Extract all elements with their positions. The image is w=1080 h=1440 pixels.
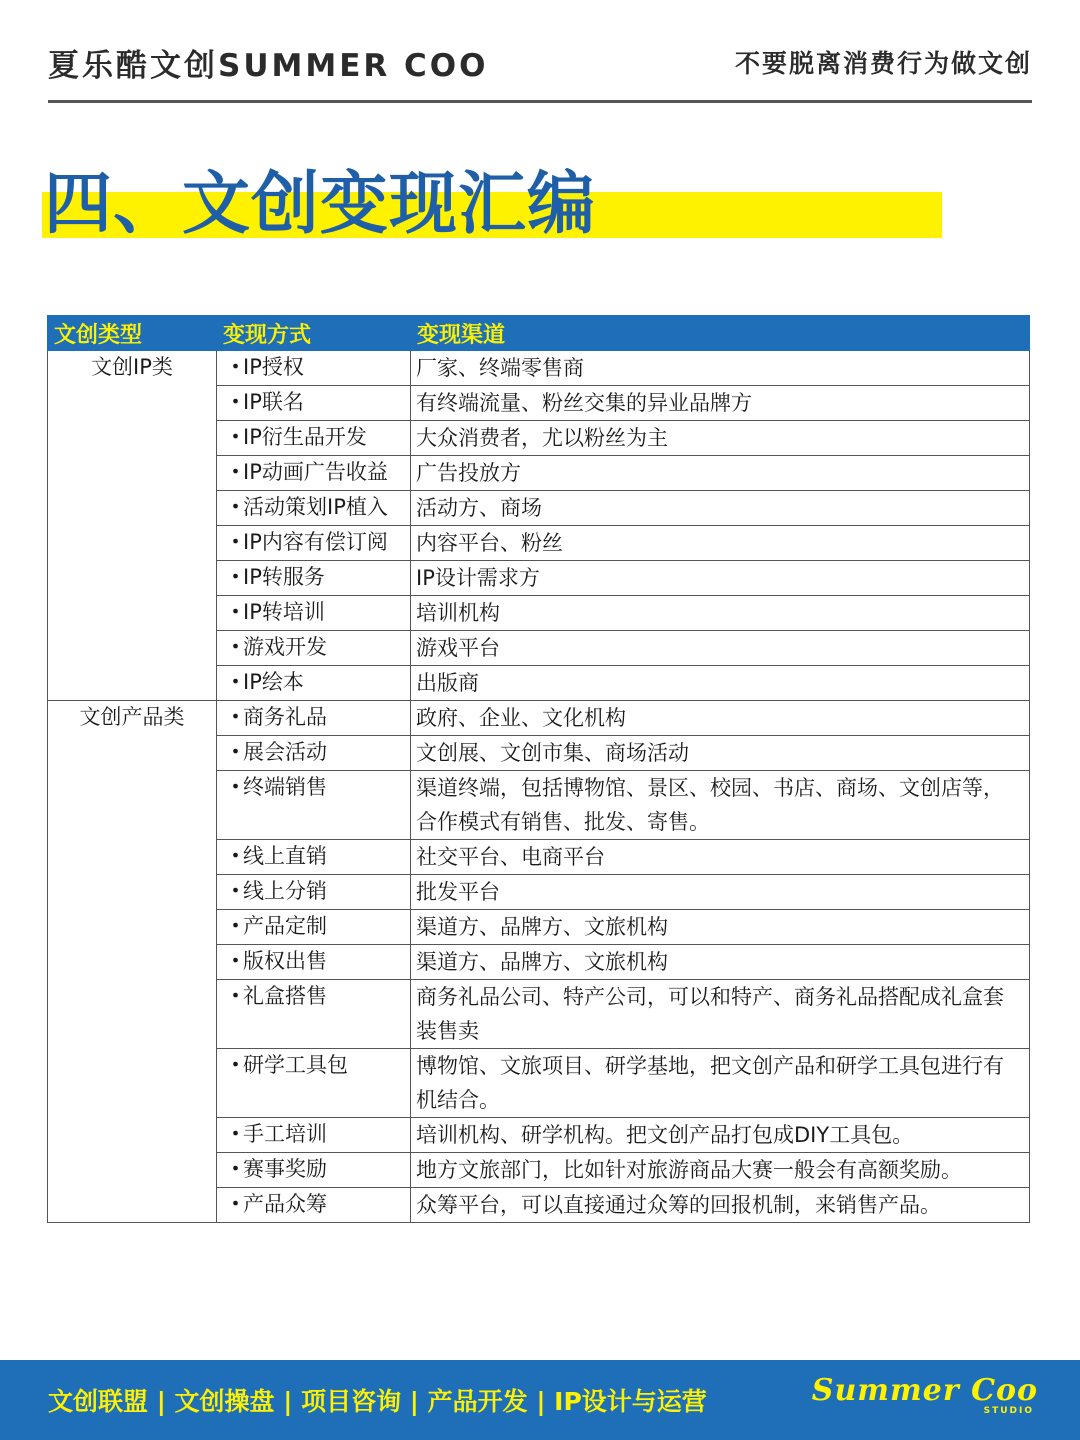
bullet-marker: ・	[225, 460, 246, 484]
method-cell	[217, 631, 411, 666]
header-divider	[48, 100, 1032, 103]
channel-cell: 活动方、商场	[411, 491, 1030, 526]
bullet-marker: ・	[225, 355, 246, 379]
channel-cell: 厂家、终端零售商	[411, 351, 1030, 386]
channel-cell: 游戏平台	[411, 631, 1030, 666]
bullet-marker: ・	[225, 670, 246, 694]
type-cell: 文创产品类	[48, 701, 217, 1223]
bullet-marker: ・	[225, 565, 246, 589]
method-cell	[217, 491, 411, 526]
method-label: 终端销售	[243, 775, 327, 799]
brand-logo-sub: STUDIO	[983, 1406, 1034, 1416]
method-cell	[217, 561, 411, 596]
method-cell	[217, 1118, 411, 1153]
channel-cell: 渠道方、品牌方、文旅机构	[411, 945, 1030, 980]
method-label: 赛事奖励	[243, 1157, 327, 1181]
table-row	[48, 701, 1030, 736]
method-cell	[217, 875, 411, 910]
table-body	[48, 351, 1030, 1223]
method-label: 活动策划IP植入	[243, 495, 388, 519]
header-slogan: 不要脱离消费行为做文创	[734, 49, 1032, 78]
method-cell	[217, 736, 411, 771]
method-label: IP绘本	[243, 670, 304, 694]
column-header-method: 变现方式	[217, 316, 411, 351]
method-label: 产品众筹	[243, 1192, 327, 1216]
method-cell	[217, 1153, 411, 1188]
bullet-marker: ・	[225, 705, 246, 729]
method-cell	[217, 1049, 411, 1118]
method-label: 展会活动	[243, 740, 327, 764]
bullet-marker: ・	[225, 425, 246, 449]
method-cell	[217, 840, 411, 875]
method-label: 商务礼品	[243, 705, 327, 729]
bullet-marker: ・	[225, 1157, 246, 1181]
bullet-marker: ・	[225, 1122, 246, 1146]
method-label: IP动画广告收益	[243, 460, 388, 484]
bullet-marker: ・	[225, 530, 246, 554]
bullet-marker: ・	[225, 740, 246, 764]
channel-cell: 渠道终端，包括博物馆、景区、校园、书店、商场、文创店等，合作模式有销售、批发、寄售。	[411, 771, 1030, 840]
page-title: 四、文创变现汇编	[44, 165, 597, 244]
method-cell	[217, 386, 411, 421]
channel-cell: 广告投放方	[411, 456, 1030, 491]
channel-cell: 渠道方、品牌方、文旅机构	[411, 910, 1030, 945]
method-label: IP衍生品开发	[243, 425, 367, 449]
bullet-marker: ・	[225, 600, 246, 624]
channel-cell: 大众消费者，尤以粉丝为主	[411, 421, 1030, 456]
bullet-marker: ・	[225, 949, 246, 973]
method-cell	[217, 351, 411, 386]
channel-cell: 培训机构	[411, 596, 1030, 631]
method-cell	[217, 666, 411, 701]
table-header-row	[48, 316, 1030, 351]
channel-cell: 商务礼品公司、特产公司，可以和特产、商务礼品搭配成礼盒套装售卖	[411, 980, 1030, 1049]
method-label: 版权出售	[243, 949, 327, 973]
bullet-marker: ・	[225, 1053, 246, 1077]
bullet-marker: ・	[225, 1192, 246, 1216]
method-label: IP联名	[243, 390, 304, 414]
column-header-type: 文创类型	[48, 316, 217, 351]
method-label: IP授权	[243, 355, 304, 379]
method-label: 手工培训	[243, 1122, 327, 1146]
method-cell	[217, 910, 411, 945]
brand-logo	[812, 1374, 1038, 1416]
method-label: 线上分销	[243, 879, 327, 903]
method-cell	[217, 421, 411, 456]
method-label: 研学工具包	[243, 1053, 348, 1077]
method-cell	[217, 701, 411, 736]
channel-cell: IP设计需求方	[411, 561, 1030, 596]
method-cell	[217, 526, 411, 561]
bullet-marker: ・	[225, 984, 246, 1008]
method-label: 线上直销	[243, 844, 327, 868]
table-row	[48, 351, 1030, 386]
method-cell	[217, 945, 411, 980]
channel-cell: 政府、企业、文化机构	[411, 701, 1030, 736]
method-cell	[217, 1188, 411, 1223]
footer-services: 文创联盟 | 文创操盘 | 项目咨询 | 产品开发 | IP设计与运营	[48, 1387, 707, 1416]
channel-cell: 博物馆、文旅项目、研学基地，把文创产品和研学工具包进行有机结合。	[411, 1049, 1030, 1118]
bullet-marker: ・	[225, 844, 246, 868]
method-label: IP内容有偿订阅	[243, 530, 388, 554]
type-cell: 文创IP类	[48, 351, 217, 701]
channel-cell: 社交平台、电商平台	[411, 840, 1030, 875]
method-cell	[217, 596, 411, 631]
channel-cell: 有终端流量、粉丝交集的异业品牌方	[411, 386, 1030, 421]
method-label: 礼盒搭售	[243, 984, 327, 1008]
method-label: IP转培训	[243, 600, 325, 624]
method-label: IP转服务	[243, 565, 325, 589]
channel-cell: 文创展、文创市集、商场活动	[411, 736, 1030, 771]
bullet-marker: ・	[225, 390, 246, 414]
method-cell	[217, 980, 411, 1049]
channel-cell: 众筹平台，可以直接通过众筹的回报机制，来销售产品。	[411, 1188, 1030, 1223]
bullet-marker: ・	[225, 775, 246, 799]
column-header-channel: 变现渠道	[411, 316, 1030, 351]
method-cell	[217, 771, 411, 840]
method-label: 游戏开发	[243, 635, 327, 659]
bullet-marker: ・	[225, 914, 246, 938]
monetization-table	[47, 315, 1030, 1223]
method-label: 产品定制	[243, 914, 327, 938]
bullet-marker: ・	[225, 879, 246, 903]
bullet-marker: ・	[225, 495, 246, 519]
channel-cell: 批发平台	[411, 875, 1030, 910]
bullet-marker: ・	[225, 635, 246, 659]
channel-cell: 培训机构、研学机构。把文创产品打包成DIY工具包。	[411, 1118, 1030, 1153]
footer-bar	[0, 1360, 1080, 1440]
channel-cell: 地方文旅部门，比如针对旅游商品大赛一般会有高额奖励。	[411, 1153, 1030, 1188]
method-cell	[217, 456, 411, 491]
brand-logo-name: Summer Coo	[811, 1373, 1038, 1408]
channel-cell: 内容平台、粉丝	[411, 526, 1030, 561]
header-brand-title: 夏乐酷文创SUMMER COO	[48, 48, 489, 84]
channel-cell: 出版商	[411, 666, 1030, 701]
